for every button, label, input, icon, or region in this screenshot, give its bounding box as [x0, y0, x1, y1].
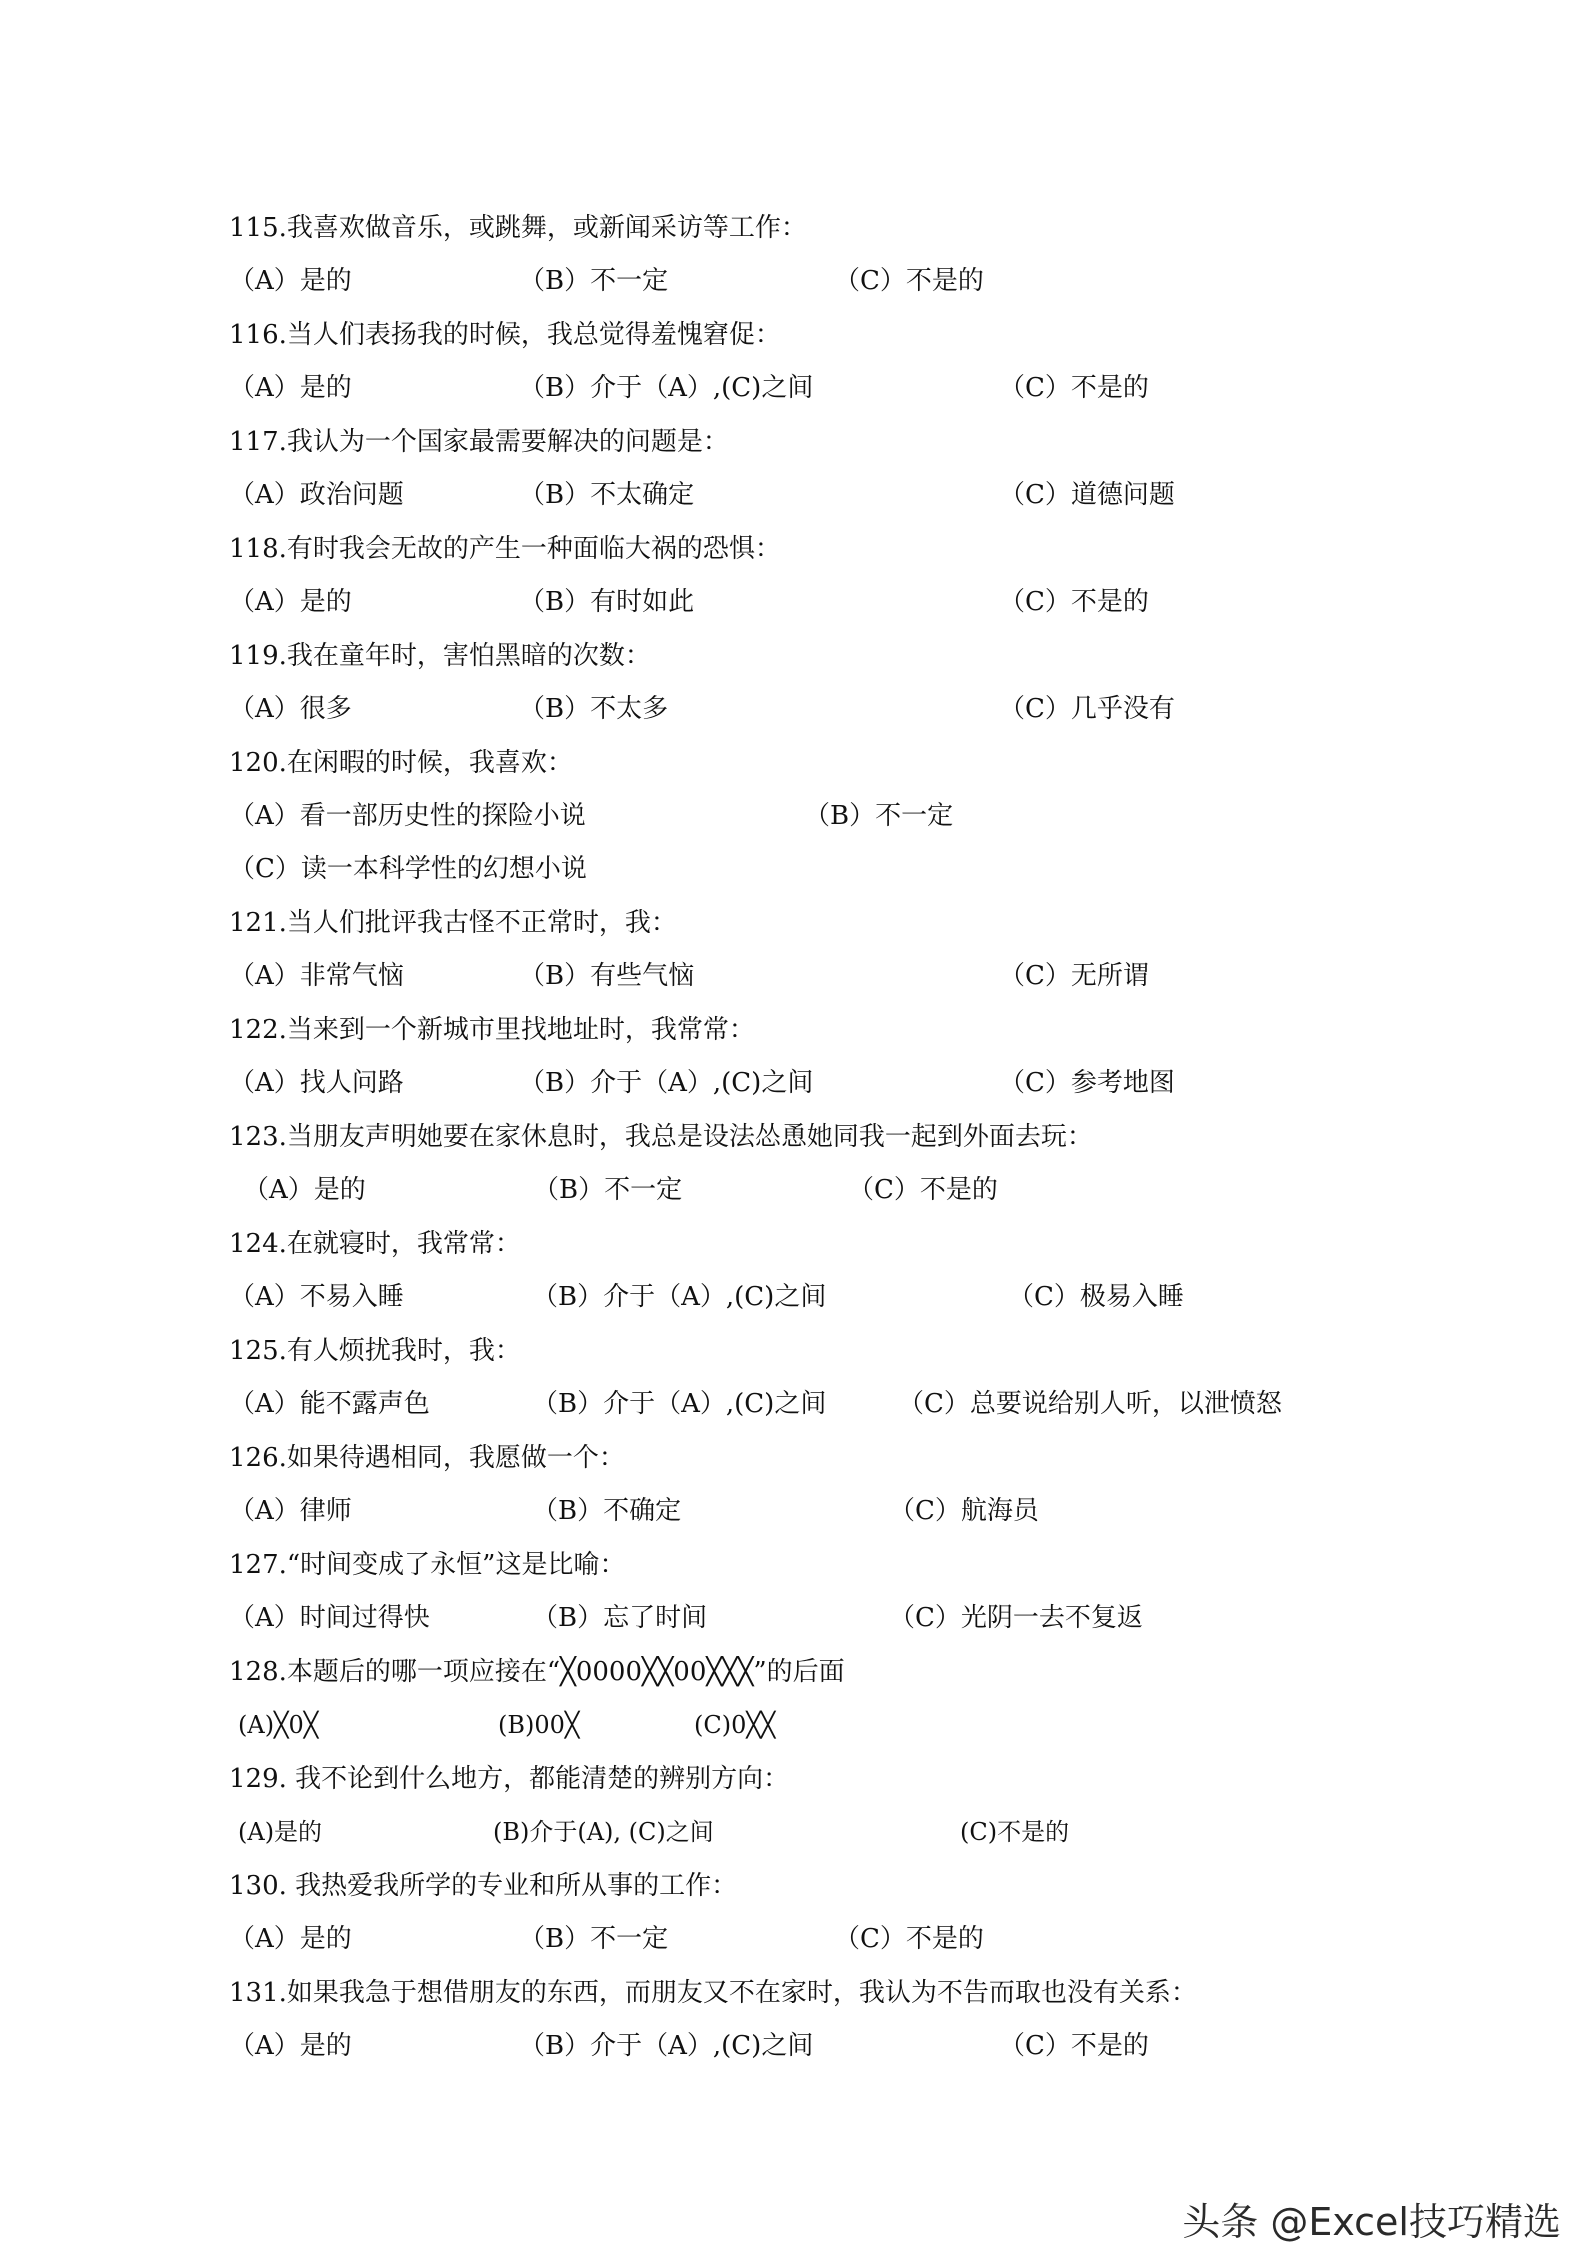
- option-c: （C）道德问题: [999, 480, 1175, 510]
- option-c: （C）极易入睡: [1008, 1282, 1184, 1312]
- question-text: 130. 我热爱我所学的专业和所从事的工作：: [229, 1871, 738, 1901]
- option-c: （C）总要说给别人听，以泄愤怒: [898, 1389, 1282, 1419]
- question-text: 116.当人们表扬我的时候，我总觉得羞愧窘促：: [229, 320, 781, 350]
- option-a: （A）非常气恼: [229, 961, 404, 991]
- question-text: 115.我喜欢做音乐，或跳舞，或新闻采访等工作：: [229, 213, 807, 243]
- question-130: [229, 1866, 1379, 1973]
- option-a: （A）是的: [229, 266, 352, 296]
- option-c: （C）不是的: [999, 587, 1149, 617]
- option-b: （B）不确定: [532, 1496, 682, 1526]
- option-c: (C)不是的: [960, 1818, 1070, 1846]
- option-c: （C）几乎没有: [999, 694, 1175, 724]
- question-text: 118.有时我会无故的产生一种面临大祸的恐惧：: [229, 534, 781, 564]
- option-a: （A）时间过得快: [229, 1603, 430, 1633]
- option-a: （A）是的: [229, 1924, 352, 1954]
- option-a: （A）律师: [229, 1496, 352, 1526]
- question-126: [229, 1438, 1379, 1545]
- option-a: （A）是的: [229, 587, 352, 617]
- option-b: （B）介于（A）,(C)之间: [519, 373, 814, 403]
- option-b: （B）不太多: [519, 694, 669, 724]
- option-b: （B）介于（A）,(C)之间: [532, 1389, 827, 1419]
- question-127: [229, 1545, 1379, 1652]
- question-120: [229, 743, 1379, 903]
- option-b: （B）不太确定: [519, 480, 695, 510]
- watermark: 头条 @Excel技巧精选: [1182, 2200, 1561, 2244]
- question-text: 125.有人烦扰我时，我：: [229, 1336, 521, 1366]
- question-119: [229, 636, 1379, 743]
- option-c: （C）读一本科学性的幻想小说: [229, 854, 587, 884]
- option-b: （B）不一定: [519, 266, 669, 296]
- option-c: （C）航海员: [889, 1496, 1039, 1526]
- option-b: （B）不一定: [804, 801, 954, 831]
- option-a: （A）是的: [243, 1175, 366, 1205]
- option-b: （B）不一定: [519, 1924, 669, 1954]
- option-b: （B）介于（A）,(C)之间: [532, 1282, 827, 1312]
- question-text: 123.当朋友声明她要在家休息时，我总是设法怂恿她同我一起到外面去玩：: [229, 1122, 1093, 1152]
- option-c: （C）不是的: [999, 2031, 1149, 2061]
- option-a: （A）看一部历史性的探险小说: [229, 801, 586, 831]
- option-a: (A)是的: [238, 1818, 323, 1846]
- question-text: 117.我认为一个国家最需要解决的问题是：: [229, 427, 729, 457]
- question-123: [229, 1117, 1379, 1224]
- option-a: （A）很多: [229, 694, 352, 724]
- question-text: 126.如果待遇相同，我愿做一个：: [229, 1443, 625, 1473]
- option-a: （A）是的: [229, 2031, 352, 2061]
- option-a: （A）是的: [229, 373, 352, 403]
- option-c: （C）不是的: [999, 373, 1149, 403]
- option-b: （B）介于（A）,(C)之间: [519, 2031, 814, 2061]
- question-122: [229, 1010, 1379, 1117]
- question-124: [229, 1224, 1379, 1331]
- question-text: 119.我在童年时，害怕黑暗的次数：: [229, 641, 651, 671]
- question-121: [229, 903, 1379, 1010]
- question-text: 120.在闲暇的时候，我喜欢：: [229, 748, 573, 778]
- option-c: （C）不是的: [834, 1924, 984, 1954]
- option-a: （A）政治问题: [229, 480, 404, 510]
- option-b: （B）有时如此: [519, 587, 695, 617]
- option-b: （B）有些气恼: [519, 961, 695, 991]
- option-b: （B）介于（A）,(C)之间: [519, 1068, 814, 1098]
- question-128: [229, 1652, 1379, 1759]
- question-117: [229, 422, 1379, 529]
- question-118: [229, 529, 1379, 636]
- question-text: 128.本题后的哪一项应接在“╳0000╳╳00╳╳╳”的后面: [229, 1657, 845, 1687]
- option-a: (A)╳0╳: [238, 1711, 319, 1739]
- question-116: [229, 315, 1379, 422]
- option-c: （C）不是的: [848, 1175, 998, 1205]
- question-129: [229, 1759, 1379, 1866]
- question-text: 124.在就寝时，我常常：: [229, 1229, 521, 1259]
- question-125: [229, 1331, 1379, 1438]
- option-b: (B)介于(A), (C)之间: [493, 1818, 714, 1846]
- option-c: （C）参考地图: [999, 1068, 1175, 1098]
- option-b: (B)00╳: [498, 1711, 580, 1739]
- option-a: （A）找人问路: [229, 1068, 404, 1098]
- option-c: （C）无所谓: [999, 961, 1149, 991]
- option-c: (C)0╳╳: [694, 1711, 776, 1739]
- question-text: 127.“时间变成了永恒”这是比喻：: [229, 1550, 626, 1580]
- option-a: （A）不易入睡: [229, 1282, 404, 1312]
- option-c: （C）光阴一去不复返: [889, 1603, 1143, 1633]
- option-b: （B）不一定: [533, 1175, 683, 1205]
- question-text: 131.如果我急于想借朋友的东西，而朋友又不在家时，我认为不告而取也没有关系：: [229, 1978, 1197, 2008]
- option-b: （B）忘了时间: [532, 1603, 708, 1633]
- question-131: [229, 1973, 1379, 2080]
- question-text: 122.当来到一个新城市里找地址时，我常常：: [229, 1015, 755, 1045]
- option-a: （A）能不露声色: [229, 1389, 430, 1419]
- question-115: [229, 208, 1379, 315]
- option-c: （C）不是的: [834, 266, 984, 296]
- question-text: 121.当人们批评我古怪不正常时，我：: [229, 908, 677, 938]
- question-text: 129. 我不论到什么地方，都能清楚的辨别方向：: [229, 1764, 790, 1794]
